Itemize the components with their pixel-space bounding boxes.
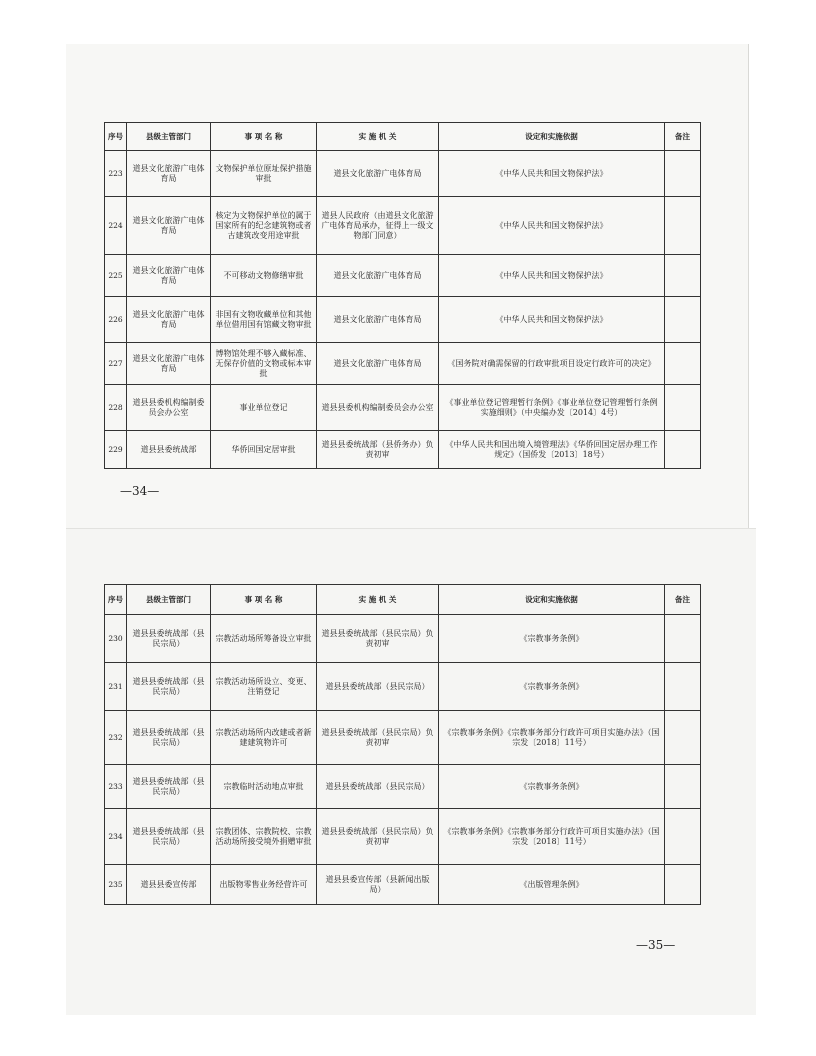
cell-no: 225 [105, 255, 127, 297]
cell-note [665, 255, 701, 297]
cell-item: 宗教活动场所设立、变更、注销登记 [211, 663, 317, 711]
cell-agency: 道县县委统战部（县民宗局） [317, 663, 439, 711]
table-row [105, 297, 701, 343]
cell-note [665, 809, 701, 865]
header-no: 序号 [105, 585, 127, 615]
cell-no: 224 [105, 197, 127, 255]
header-basis: 设定和实施依据 [439, 585, 665, 615]
cell-basis: 《中华人民共和国文物保护法》 [439, 151, 665, 197]
cell-note [665, 711, 701, 765]
cell-note [665, 865, 701, 905]
cell-no: 234 [105, 809, 127, 865]
table-row [105, 711, 701, 765]
cell-item: 不可移动文物修缮审批 [211, 255, 317, 297]
header-note: 备注 [665, 585, 701, 615]
cell-no: 223 [105, 151, 127, 197]
cell-no: 235 [105, 865, 127, 905]
header-note: 备注 [665, 123, 701, 151]
cell-basis: 《事业单位登记管理暂行条例》《事业单位登记管理暂行条例实施细则》（中央编办发〔2014〕4号） [439, 385, 665, 431]
cell-no: 227 [105, 343, 127, 385]
cell-note [665, 615, 701, 663]
cell-item: 博物馆处理不够入藏标准、无保存价值的文物或标本审批 [211, 343, 317, 385]
cell-basis: 《宗教事务条例》 [439, 765, 665, 809]
cell-dept: 道县文化旅游广电体育局 [127, 255, 211, 297]
cell-dept: 道县文化旅游广电体育局 [127, 343, 211, 385]
table-row [105, 431, 701, 469]
table-row [105, 385, 701, 431]
cell-no: 228 [105, 385, 127, 431]
cell-basis: 《宗教事务条例》《宗教事务部分行政许可项目实施办法》（国宗发〔2018〕11号） [439, 711, 665, 765]
cell-basis: 《宗教事务条例》《宗教事务部分行政许可项目实施办法》（国宗发〔2018〕11号） [439, 809, 665, 865]
cell-dept: 道县县委宣传部 [127, 865, 211, 905]
table-row [105, 765, 701, 809]
cell-item: 华侨回国定居审批 [211, 431, 317, 469]
cell-item: 宗教活动场所内改建或者新建建筑物许可 [211, 711, 317, 765]
table-row [105, 197, 701, 255]
page-number-35: —35— [636, 938, 676, 952]
table-page-35 [104, 584, 701, 905]
cell-item: 非国有文物收藏单位和其他单位借用国有馆藏文物审批 [211, 297, 317, 343]
cell-dept: 道县县委统战部 [127, 431, 211, 469]
cell-dept: 道县文化旅游广电体育局 [127, 297, 211, 343]
cell-note [665, 765, 701, 809]
cell-dept: 道县县委统战部（县民宗局） [127, 809, 211, 865]
cell-dept: 道县县委统战部（县民宗局） [127, 615, 211, 663]
cell-basis: 《中华人民共和国出境入境管理法》《华侨回国定居办理工作规定》（国侨发〔2013〕18号） [439, 431, 665, 469]
cell-dept: 道县县委统战部（县民宗局） [127, 663, 211, 711]
cell-agency: 道县县委统战部（县民宗局） [317, 765, 439, 809]
cell-item: 文物保护单位原址保护措施审批 [211, 151, 317, 197]
cell-dept: 道县文化旅游广电体育局 [127, 197, 211, 255]
table-row [105, 615, 701, 663]
table-page-34 [104, 122, 701, 469]
table-row [105, 865, 701, 905]
header-agency: 实 施 机 关 [317, 123, 439, 151]
cell-no: 233 [105, 765, 127, 809]
cell-agency: 道县县委宣传部（县新闻出版局） [317, 865, 439, 905]
cell-basis: 《出版管理条例》 [439, 865, 665, 905]
header-item: 事 项 名 称 [211, 123, 317, 151]
cell-note [665, 343, 701, 385]
cell-item: 核定为文物保护单位的属于国家所有的纪念建筑物或者古建筑改变用途审批 [211, 197, 317, 255]
cell-agency: 道县县委统战部（县民宗局）负责初审 [317, 615, 439, 663]
table-row [105, 255, 701, 297]
table-row [105, 151, 701, 197]
table-row [105, 343, 701, 385]
cell-agency: 道县文化旅游广电体育局 [317, 343, 439, 385]
table-row [105, 663, 701, 711]
cell-basis: 《国务院对确需保留的行政审批项目设定行政许可的决定》 [439, 343, 665, 385]
cell-dept: 道县县委统战部（县民宗局） [127, 711, 211, 765]
cell-item: 出版物零售业务经营许可 [211, 865, 317, 905]
cell-item: 事业单位登记 [211, 385, 317, 431]
cell-item: 宗教团体、宗教院校、宗教活动场所接受境外捐赠审批 [211, 809, 317, 865]
cell-agency: 道县县委机构编制委员会办公室 [317, 385, 439, 431]
header-item: 事 项 名 称 [211, 585, 317, 615]
cell-note [665, 151, 701, 197]
page-number-34: —34— [120, 484, 160, 498]
cell-no: 232 [105, 711, 127, 765]
cell-agency: 道县县委统战部（县民宗局）负责初审 [317, 809, 439, 865]
cell-item: 宗教活动场所筹备设立审批 [211, 615, 317, 663]
cell-no: 230 [105, 615, 127, 663]
cell-agency: 道县文化旅游广电体育局 [317, 255, 439, 297]
cell-agency: 道县县委统战部（县民宗局）负责初审 [317, 711, 439, 765]
cell-note [665, 297, 701, 343]
cell-note [665, 663, 701, 711]
header-agency: 实 施 机 关 [317, 585, 439, 615]
cell-note [665, 385, 701, 431]
cell-agency: 道县文化旅游广电体育局 [317, 151, 439, 197]
cell-agency: 道县文化旅游广电体育局 [317, 297, 439, 343]
header-dept: 县级主管部门 [127, 123, 211, 151]
cell-agency: 道县人民政府（由道县文化旅游广电体育局承办，征得上一级文物部门同意） [317, 197, 439, 255]
cell-note [665, 431, 701, 469]
cell-basis: 《宗教事务条例》 [439, 615, 665, 663]
table-body [105, 615, 701, 905]
cell-item: 宗教临时活动地点审批 [211, 765, 317, 809]
cell-no: 226 [105, 297, 127, 343]
cell-no: 231 [105, 663, 127, 711]
cell-note [665, 197, 701, 255]
cell-dept: 道县县委机构编制委员会办公室 [127, 385, 211, 431]
cell-no: 229 [105, 431, 127, 469]
cell-basis: 《中华人民共和国文物保护法》 [439, 197, 665, 255]
table-body [105, 151, 701, 469]
cell-agency: 道县县委统战部（县侨务办）负责初审 [317, 431, 439, 469]
cell-basis: 《宗教事务条例》 [439, 663, 665, 711]
header-no: 序号 [105, 123, 127, 151]
header-dept: 县级主管部门 [127, 585, 211, 615]
cell-basis: 《中华人民共和国文物保护法》 [439, 255, 665, 297]
table-row [105, 809, 701, 865]
cell-dept: 道县文化旅游广电体育局 [127, 151, 211, 197]
cell-basis: 《中华人民共和国文物保护法》 [439, 297, 665, 343]
header-basis: 设定和实施依据 [439, 123, 665, 151]
cell-dept: 道县县委统战部（县民宗局） [127, 765, 211, 809]
